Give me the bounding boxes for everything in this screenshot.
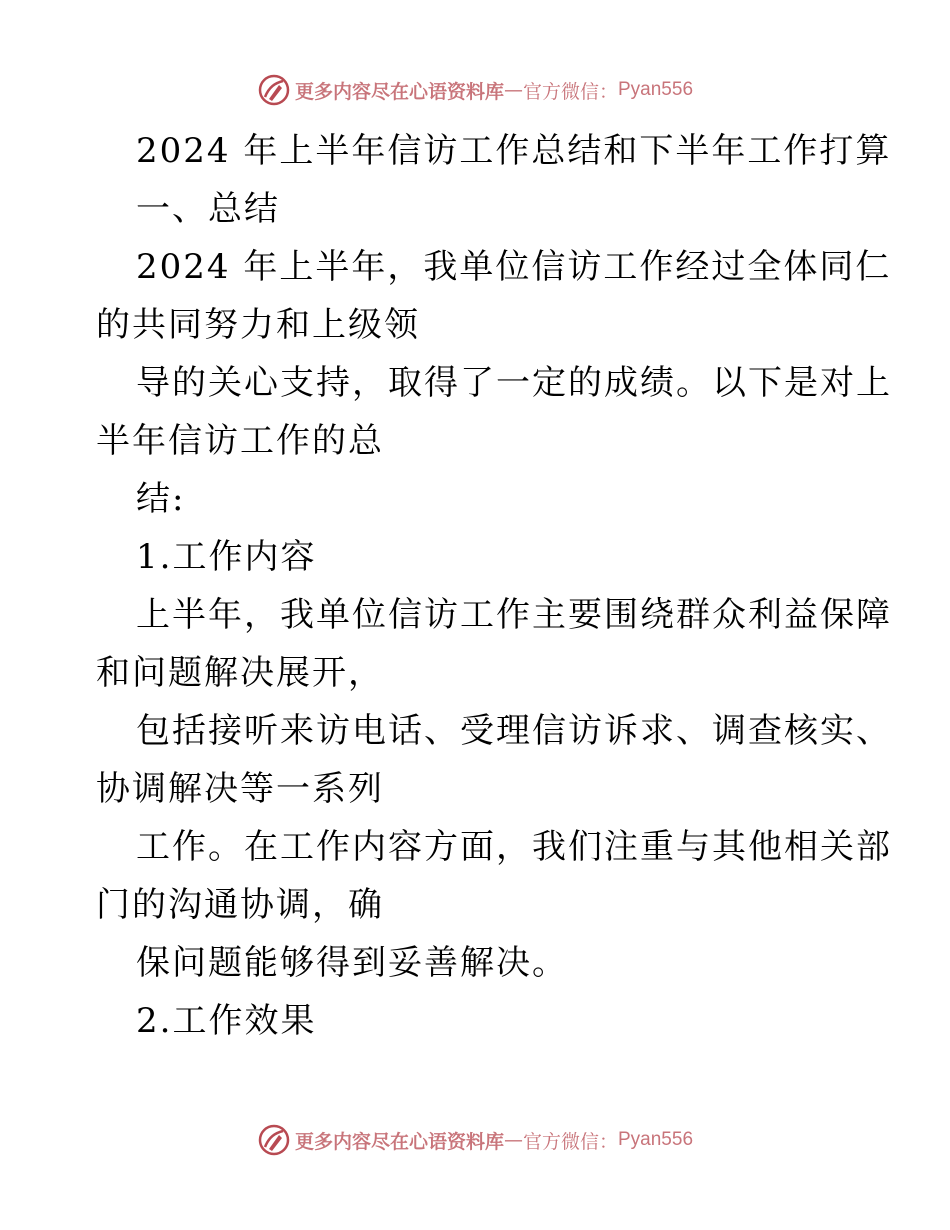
paragraph-line: 结: bbox=[136, 479, 186, 519]
footer-account: Pyan556 bbox=[618, 1129, 694, 1150]
footer-wechat-label: 官方微信： bbox=[522, 1130, 618, 1153]
paragraph-line: 门的沟通协调，确 bbox=[96, 885, 384, 925]
paragraph-line: 半年信访工作的总 bbox=[96, 421, 384, 461]
header-account: Pyan556 bbox=[618, 79, 694, 100]
document-body bbox=[96, 122, 892, 1050]
header-wechat-label: 官方微信： bbox=[522, 80, 618, 103]
paragraph-line: 协调解决等一系列 bbox=[96, 769, 384, 809]
header-dash: — bbox=[503, 79, 523, 101]
paragraph-line: 工作。在工作内容方面，我们注重与其他相关部 bbox=[136, 827, 892, 867]
footer-brand-text: 更多内容尽在心语资料库 bbox=[294, 1130, 504, 1153]
paragraph-line: 的共同努力和上级领 bbox=[96, 305, 420, 345]
paragraph-line: 2024 年上半年，我单位信访工作经过全体同仁 bbox=[136, 247, 892, 287]
section-heading: 一、总结 bbox=[136, 189, 280, 229]
paragraph-line: 包括接听来访电话、受理信访诉求、调查核实、 bbox=[136, 711, 892, 751]
subsection-heading: 1.工作内容 bbox=[136, 537, 317, 577]
document-title: 2024 年上半年信访工作总结和下半年工作打算 bbox=[136, 131, 892, 171]
footer-dash: — bbox=[503, 1129, 523, 1151]
pen-logo-icon bbox=[257, 73, 291, 107]
paragraph-line: 保问题能够得到妥善解决。 bbox=[136, 943, 568, 983]
footer-banner bbox=[0, 1120, 950, 1160]
header-banner bbox=[0, 70, 950, 110]
header-brand-text: 更多内容尽在心语资料库 bbox=[294, 80, 504, 103]
pen-logo-icon bbox=[257, 1123, 291, 1157]
paragraph-line: 和问题解决展开， bbox=[96, 653, 384, 693]
paragraph-line: 导的关心支持，取得了一定的成绩。以下是对上 bbox=[136, 363, 892, 403]
subsection-heading: 2.工作效果 bbox=[136, 1001, 317, 1041]
paragraph-line: 上半年，我单位信访工作主要围绕群众利益保障 bbox=[136, 595, 892, 635]
